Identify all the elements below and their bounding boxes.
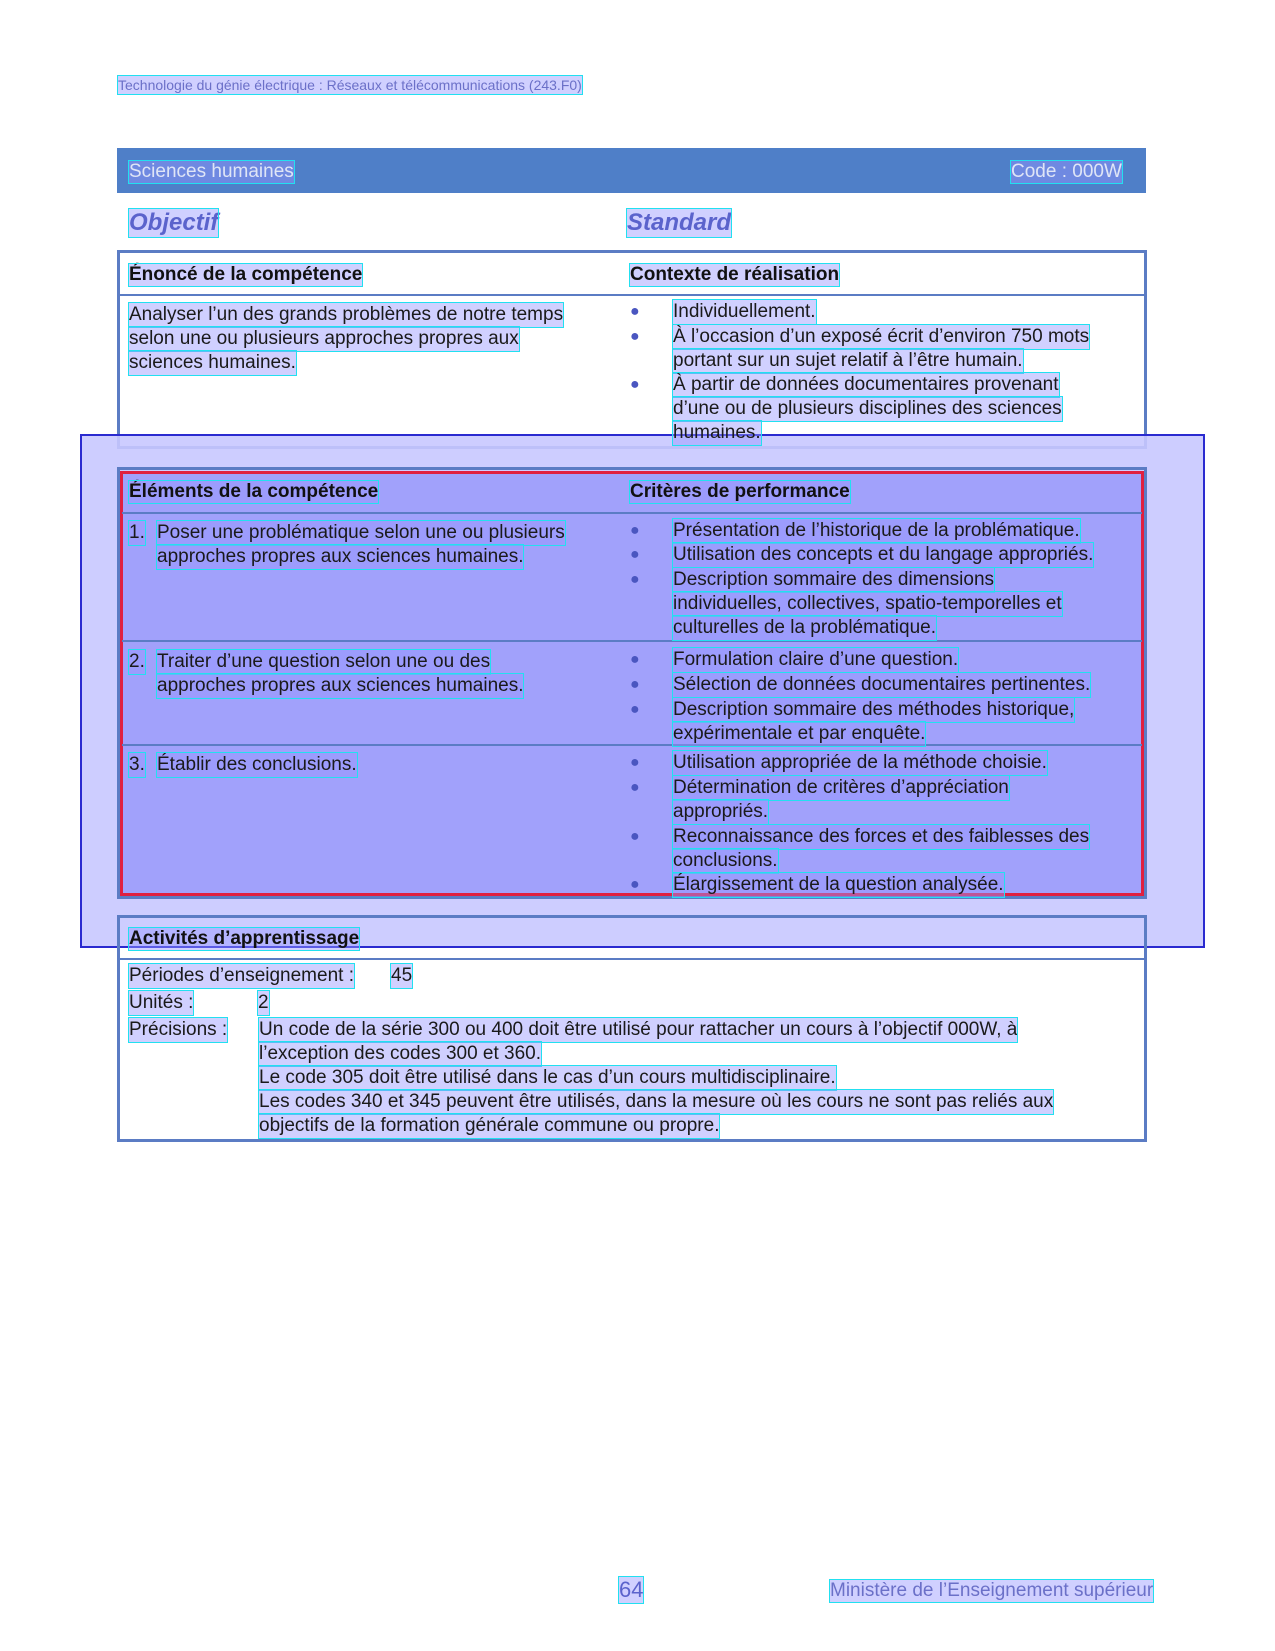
activities-header: Activités d’apprentissage [129,928,360,949]
bullet-icon: ● [630,701,640,718]
criterion: Élargissement de la question analysée. [673,874,1004,895]
competence-header-rule [119,294,1145,296]
units-value: 2 [258,992,269,1013]
element-line: Établir des conclusions. [157,754,357,775]
precision-line: Un code de la série 300 ou 400 doit être utilisé pour rattacher un cours à l’objectif 000W, à [259,1019,1018,1040]
bullet-icon: ● [630,676,640,693]
statement-line: sciences humaines. [129,352,296,373]
elements-header-rule [122,512,1142,514]
elements-header: Éléments de la compétence [129,481,379,502]
element-line: approches propres aux sciences humaines. [157,675,524,696]
elements-row-rule [122,640,1142,642]
page-number: 64 [619,1577,644,1602]
criterion: Formulation claire d’une question. [673,649,959,670]
bullet-icon: ● [630,876,640,893]
bullet-icon: ● [630,546,640,563]
element-line: Traiter d’une question selon une ou des [157,651,491,672]
context-item: À partir de données documentaires provenant [673,374,1059,395]
bullet-icon: ● [630,328,640,345]
bullet-icon: ● [630,303,640,320]
criterion: Utilisation des concepts et du langage appropriés. [673,544,1094,565]
course-code: Code : 000W [1011,161,1122,182]
context-item: À l’occasion d’un exposé écrit d’environ 750 mots [673,326,1090,347]
periods-value: 45 [391,965,413,986]
bullet-icon: ● [630,376,640,393]
periods-label: Périodes d’enseignement : [129,965,354,986]
criterion: Sélection de données documentaires pertinentes. [673,674,1091,695]
element-line: Poser une problématique selon une ou plusieurs [157,522,565,543]
criterion: conclusions. [673,850,778,871]
bullet-icon: ● [630,651,640,668]
criterion: expérimentale et par enquête. [673,723,926,744]
element-line: approches propres aux sciences humaines. [157,546,524,567]
criterion: Reconnaissance des forces et des faiblesses des [673,826,1090,847]
element-number: 2. [129,651,145,672]
element-number: 3. [129,754,145,775]
precisions-label: Précisions : [129,1019,228,1040]
units-label: Unités : [129,992,194,1013]
precision-line: objectifs de la formation générale commune ou propre. [259,1115,720,1136]
precision-line: Le code 305 doit être utilisé dans le cas d’un cours multidisciplinaire. [259,1067,836,1088]
bullet-icon: ● [630,522,640,539]
objective-subhead: Objectif [129,209,219,236]
statement-line: selon une ou plusieurs approches propres aux [129,328,519,349]
element-number: 1. [129,522,145,543]
criteria-header: Critères de performance [630,481,850,502]
activities-header-rule [119,958,1145,960]
context-item: portant sur un sujet relatif à l’être humain. [673,350,1023,371]
precision-line: Les codes 340 et 345 peuvent être utilisés, dans la mesure où les cours ne sont pas reliés aux [259,1091,1054,1112]
criterion: Description sommaire des dimensions [673,569,995,590]
statement-line: Analyser l’un des grands problèmes de notre temps [129,304,564,325]
context-item: humaines. [673,422,761,443]
criterion: appropriés. [673,801,769,822]
elements-row-rule [122,744,1142,746]
standard-subhead: Standard [627,209,732,236]
criterion: Utilisation appropriée de la méthode choisie. [673,752,1047,773]
criterion: Détermination de critères d’appréciation [673,777,1009,798]
bullet-icon: ● [630,779,640,796]
criterion: culturelles de la problématique. [673,617,936,638]
criterion: individuelles, collectives, spatio-temporelles et [673,593,1062,614]
bullet-icon: ● [630,828,640,845]
competence-statement-header: Énoncé de la compétence [129,264,363,285]
precision-line: l’exception des codes 300 et 360. [259,1043,542,1064]
context-item: Individuellement. [673,301,816,322]
running-head: Technologie du génie électrique : Réseaux et télécommunications (243.F0) [118,77,582,93]
footer-ministry: Ministère de l’Enseignement supérieur [830,1580,1154,1601]
criterion: Présentation de l’historique de la problématique. [673,520,1080,541]
context-item: d’une ou de plusieurs disciplines des sciences [673,398,1062,419]
bullet-icon: ● [630,754,640,771]
bullet-icon: ● [630,571,640,588]
context-header: Contexte de réalisation [630,264,840,285]
course-title: Sciences humaines [129,161,294,182]
criterion: Description sommaire des méthodes historique, [673,699,1075,720]
